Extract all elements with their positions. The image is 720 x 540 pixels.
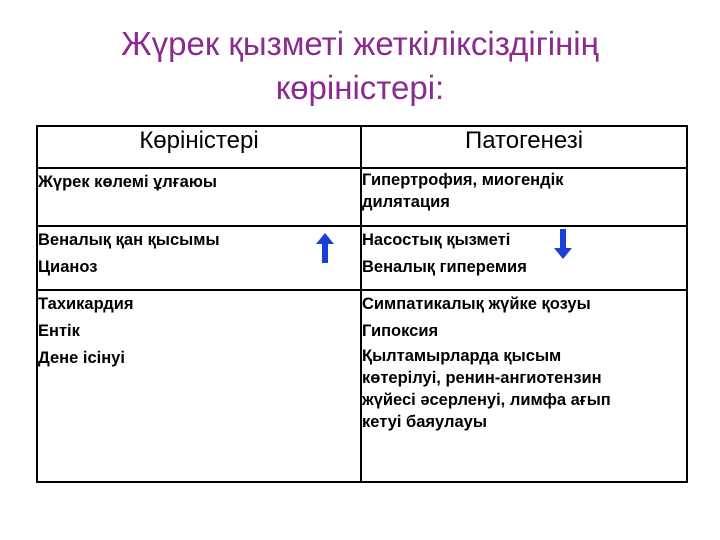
cell-text: Цианоз [38,258,98,276]
up-arrow-icon [316,233,334,263]
cell-text: Веналық қан қысымы [38,231,220,249]
cell-text: Веналық гиперемия [362,258,527,276]
down-arrow-icon [554,229,572,259]
slide-title [40,22,680,110]
cell-text: Дене ісінуі [38,349,125,367]
title-line-2: көріністері: [275,69,445,106]
cell-text: жүйесі әсерленуі, лимфа ағып [362,391,611,409]
cell-text: кетуі баяулауы [362,413,487,431]
header-pathogenesis: Патогенезі [361,126,687,168]
cell-right [361,168,687,226]
table-row [37,168,687,226]
cell-text: Қылтамырларда қысым [362,347,562,365]
cell-text: Тахикардия [38,295,134,313]
header-manifestations: Көріністері [37,126,361,168]
cell-left [37,168,361,226]
cell-right [361,226,687,290]
cell-text: Жүрек көлемі ұлғаюы [38,173,218,191]
cell-right [361,290,687,482]
cell-left [37,290,361,482]
manifestations-table [36,125,688,483]
cell-text: дилятация [362,193,450,211]
cell-text: Насостық қызметі [362,231,511,249]
title-line-1: Жүрек қызметі жеткіліксіздігінің [121,25,599,62]
cell-text: көтерілуі, ренин-ангиотензин [362,369,602,387]
table-row [37,290,687,482]
cell-text: Симпатикалық жүйке қозуы [362,295,591,313]
cell-text: Ентік [38,322,80,340]
table-row [37,226,687,290]
cell-left [37,226,361,290]
cell-text: Гипертрофия, миогендік [362,171,564,189]
cell-text: Гипоксия [362,322,439,340]
